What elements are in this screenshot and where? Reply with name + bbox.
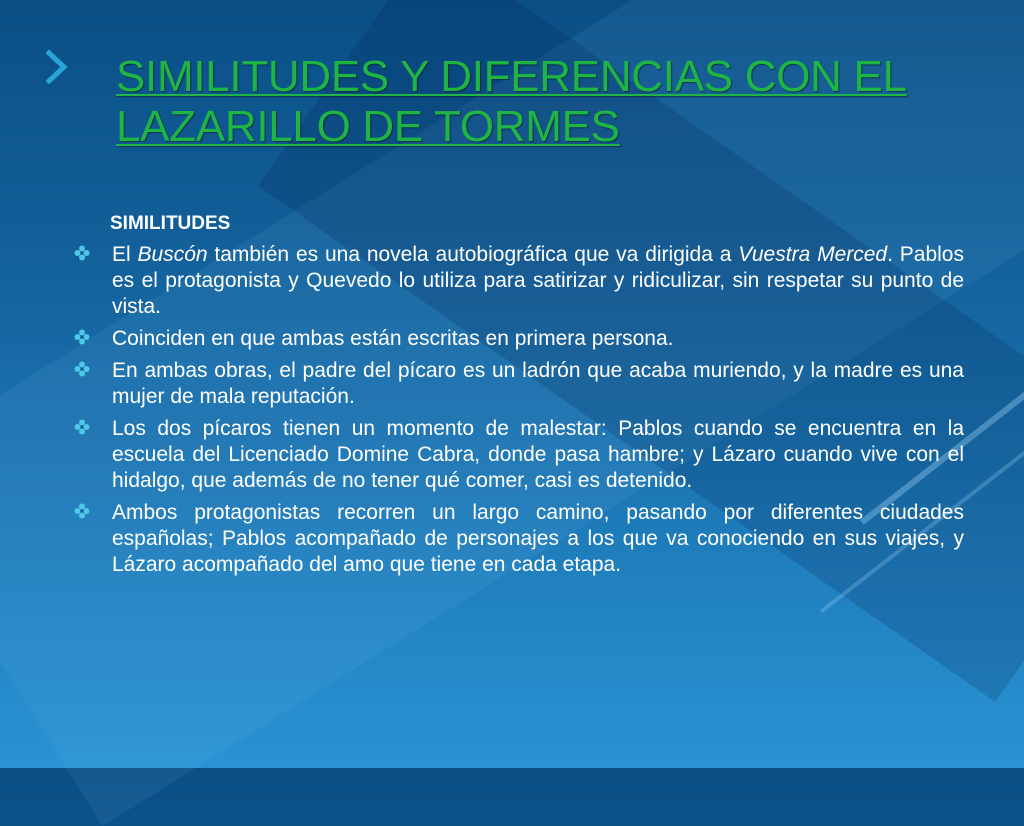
bullet-list [70, 242, 964, 578]
bullet-text-italic: Vuestra Merced [738, 243, 888, 266]
bullet-text: también es una novela autobiográfica que va dirigida a [207, 243, 739, 266]
bullet-text-italic: Buscón [137, 243, 208, 266]
bullet-text: Los dos pícaros tienen un momento de malestar: Pablos cuando se encuentra en la escuela del Licenciado Domine Cabra, donde pasa hambre; y Lázaro cuando vive con el hidalgo, que además de no tener qué comer, casi es detenido. [112, 417, 964, 492]
diamond-flower-icon [74, 361, 90, 377]
bullet-text: En ambas obras, el padre del pícaro es un ladrón que acaba muriendo, y la madre es una mujer de mala reputación. [112, 359, 964, 408]
chevron-right-icon [46, 50, 68, 84]
section-subheading: SIMILITUDES [110, 213, 231, 234]
diamond-flower-icon [74, 245, 90, 261]
diamond-flower-icon [74, 503, 90, 519]
list-item [70, 416, 964, 494]
slide-title: SIMILITUDES Y DIFERENCIAS CON EL LAZARILLO DE TORMES [116, 52, 907, 151]
list-item [70, 358, 964, 410]
bullet-text: . Pablos es el protagonista y Quevedo lo utiliza para satirizar y ridiculizar, sin respetar su punto de vista. [112, 243, 964, 318]
diamond-flower-icon [74, 329, 90, 345]
list-item [70, 242, 964, 320]
bullet-text: Coinciden en que ambas están escritas en primera persona. [112, 327, 674, 350]
bullet-text: El [112, 243, 138, 266]
diamond-flower-icon [74, 419, 90, 435]
bullet-text: Ambos protagonistas recorren un largo camino, pasando por diferentes ciudades españolas; Pablos acompañado de personajes a los que va conociendo en sus viajes, y Lázaro acompañado del amo que tiene en cada etapa. [112, 501, 964, 576]
list-item [70, 500, 964, 578]
slide-content [70, 212, 964, 584]
list-item [70, 326, 964, 352]
